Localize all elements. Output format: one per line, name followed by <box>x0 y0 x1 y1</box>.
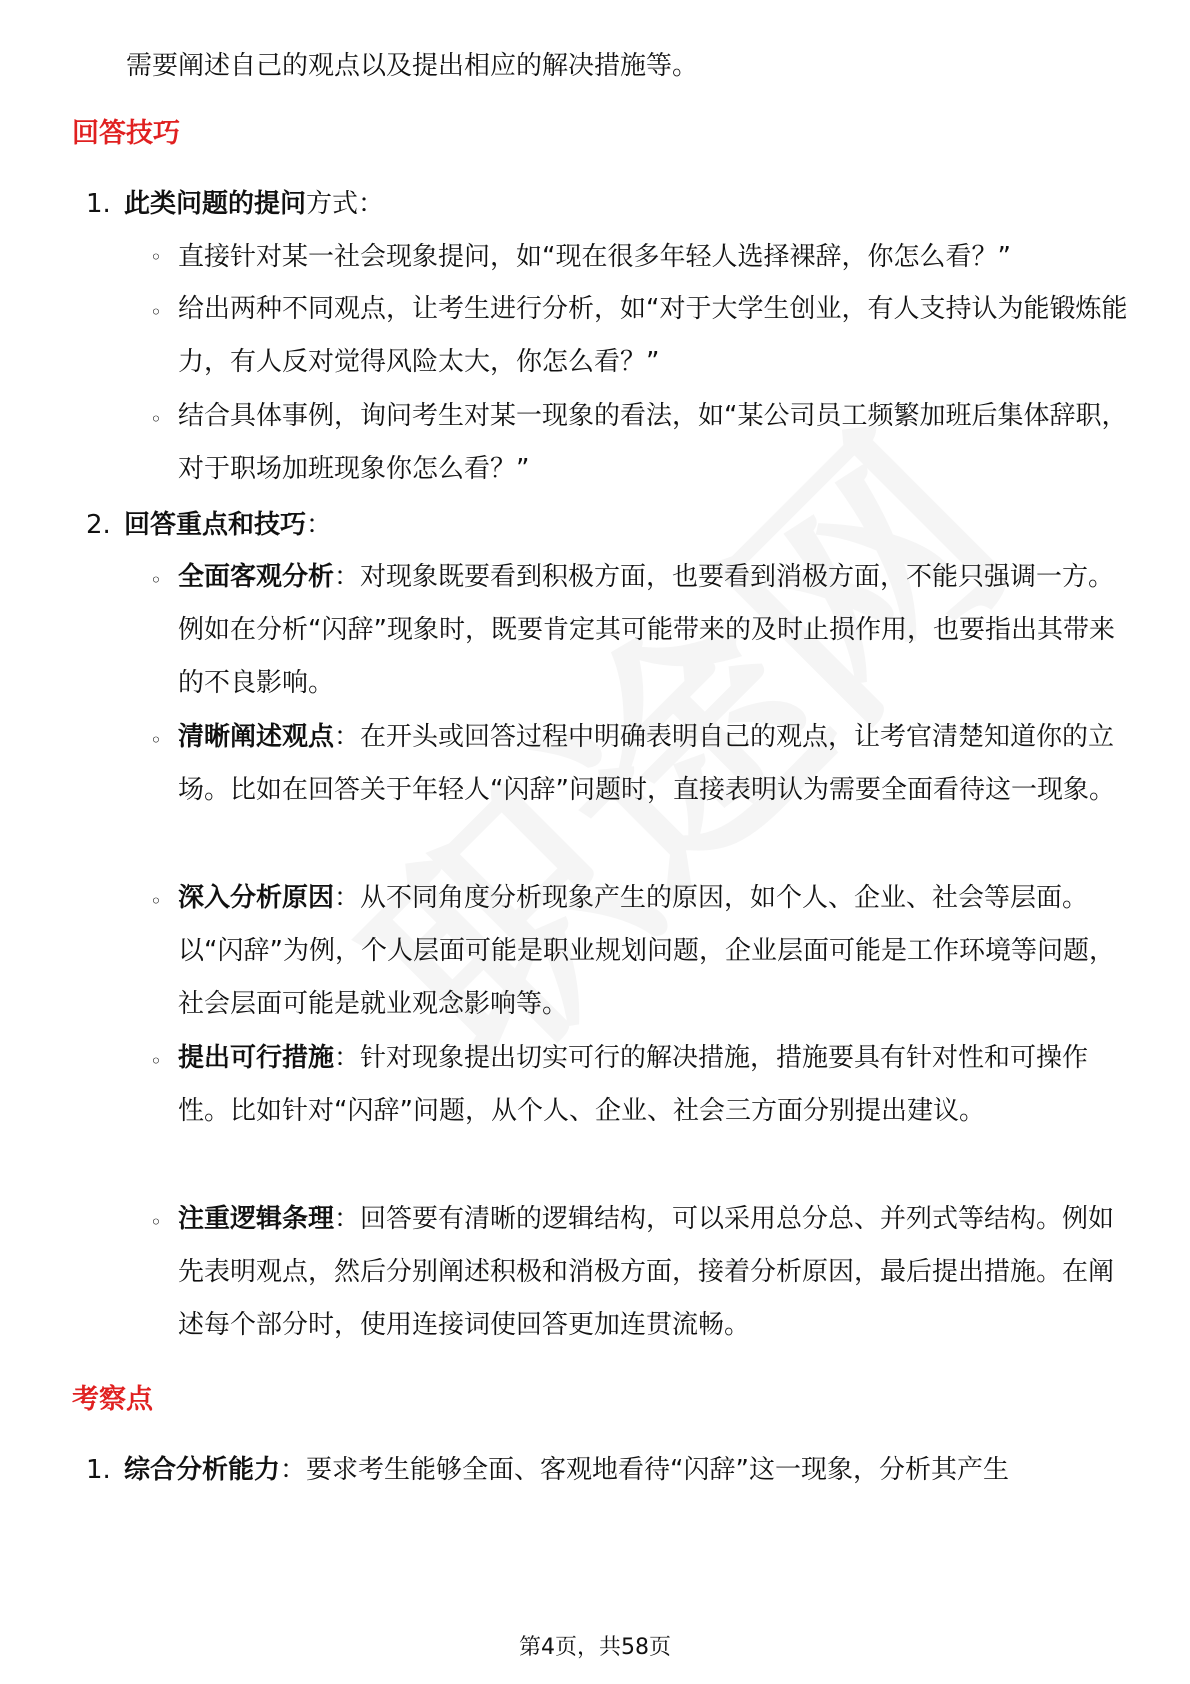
list-item-1 <box>86 184 1126 224</box>
list-item-bold-label: 此类问题的提问 <box>124 189 307 219</box>
bullet-text: ：回答要有清晰的逻辑结构，可以采用总分总、并列式等结构。例如先表明观点，然后分别阐述积极和消极方面，接着分析原因，最后提出措施。在阐述每个部分时，使用连接词使回答更加连贯流畅。 <box>178 1204 1115 1340</box>
bullet-icon: ◦ <box>150 407 162 431</box>
page-number-footer: 第4页，共58页 <box>519 1635 671 1660</box>
bullet-bold-label: 全面客观分析 <box>178 562 335 592</box>
list-item-text: ：要求考生能够全面、客观地看待“闪辞”这一现象，分析其产生 <box>280 1455 1009 1485</box>
bullet-text: ：对现象既要看到积极方面，也要看到消极方面，不能只强调一方。例如在分析“闪辞”现象时，既要肯定其可能带来的及时止损作用，也要指出其带来的不良影响。 <box>178 562 1115 698</box>
bullet-icon: ◦ <box>150 300 162 324</box>
bullet-item <box>150 228 1130 286</box>
list-number: 1. <box>86 189 111 219</box>
bullet-bold-label: 清晰阐述观点 <box>178 722 335 752</box>
bullet-text: ：从不同角度分析现象产生的原因，如个人、企业、社会等层面。以“闪辞”为例，个人层面可能是职业规划问题，企业层面可能是工作环境等问题，社会层面可能是就业观念影响等。 <box>178 883 1115 1019</box>
bullet-icon: ◦ <box>150 568 162 592</box>
list-item-assessment-1 <box>86 1450 1126 1490</box>
bullet-text: ：在开头或回答过程中明确表明自己的观点，让考官清楚知道你的立场。比如在回答关于年轻人“闪辞”问题时，直接表明认为需要全面看待这一现象。 <box>178 722 1115 805</box>
list-number: 1. <box>86 1455 111 1485</box>
bullet-icon: ◦ <box>150 1049 162 1073</box>
bullet-text: 给出两种不同观点，让考生进行分析，如“对于大学生创业，有人支持认为能锻炼能力，有人反对觉得风险太大，你怎么看？” <box>178 294 1128 377</box>
section-heading-answer-tips: 回答技巧 <box>72 118 180 149</box>
list-item-bold-label: 回答重点和技巧 <box>124 510 307 540</box>
list-item-2 <box>86 505 1126 545</box>
bullet-icon: ◦ <box>150 1210 162 1234</box>
bullet-item <box>150 390 1130 496</box>
bullet-item <box>150 711 1130 817</box>
bullet-icon: ◦ <box>150 728 162 752</box>
list-item-label-rest: 方式： <box>306 189 385 219</box>
bullet-item <box>150 551 1130 710</box>
bullet-bold-label: 提出可行措施 <box>178 1043 335 1073</box>
bullet-item <box>150 283 1130 389</box>
bullet-bold-label: 注重逻辑条理 <box>178 1204 335 1234</box>
bullet-text: ：针对现象提出切实可行的解决措施，措施要具有针对性和可操作性。比如针对“闪辞”问题，从个人、企业、社会三方面分别提出建议。 <box>178 1043 1089 1126</box>
section-heading-assessment-points: 考察点 <box>72 1384 153 1415</box>
list-item-label-rest: ： <box>306 510 333 540</box>
list-number: 2. <box>86 510 111 540</box>
bullet-item <box>150 872 1130 1031</box>
bullet-item <box>150 1193 1130 1352</box>
bullet-bold-label: 深入分析原因 <box>178 883 335 913</box>
bullet-text: 直接针对某一社会现象提问，如“现在很多年轻人选择裸辞，你怎么看？” <box>178 242 1011 272</box>
bullet-text: 结合具体事例，询问考生对某一现象的看法，如“某公司员工频繁加班后集体辞职，对于职场加班现象你怎么看？” <box>178 401 1128 484</box>
list-item-bold-label: 综合分析能力 <box>124 1455 281 1485</box>
bullet-item <box>150 1032 1130 1138</box>
bullet-icon: ◦ <box>150 889 162 913</box>
bullet-icon: ◦ <box>150 245 162 269</box>
intro-paragraph: 需要阐述自己的观点以及提出相应的解决措施等。 <box>126 51 699 81</box>
